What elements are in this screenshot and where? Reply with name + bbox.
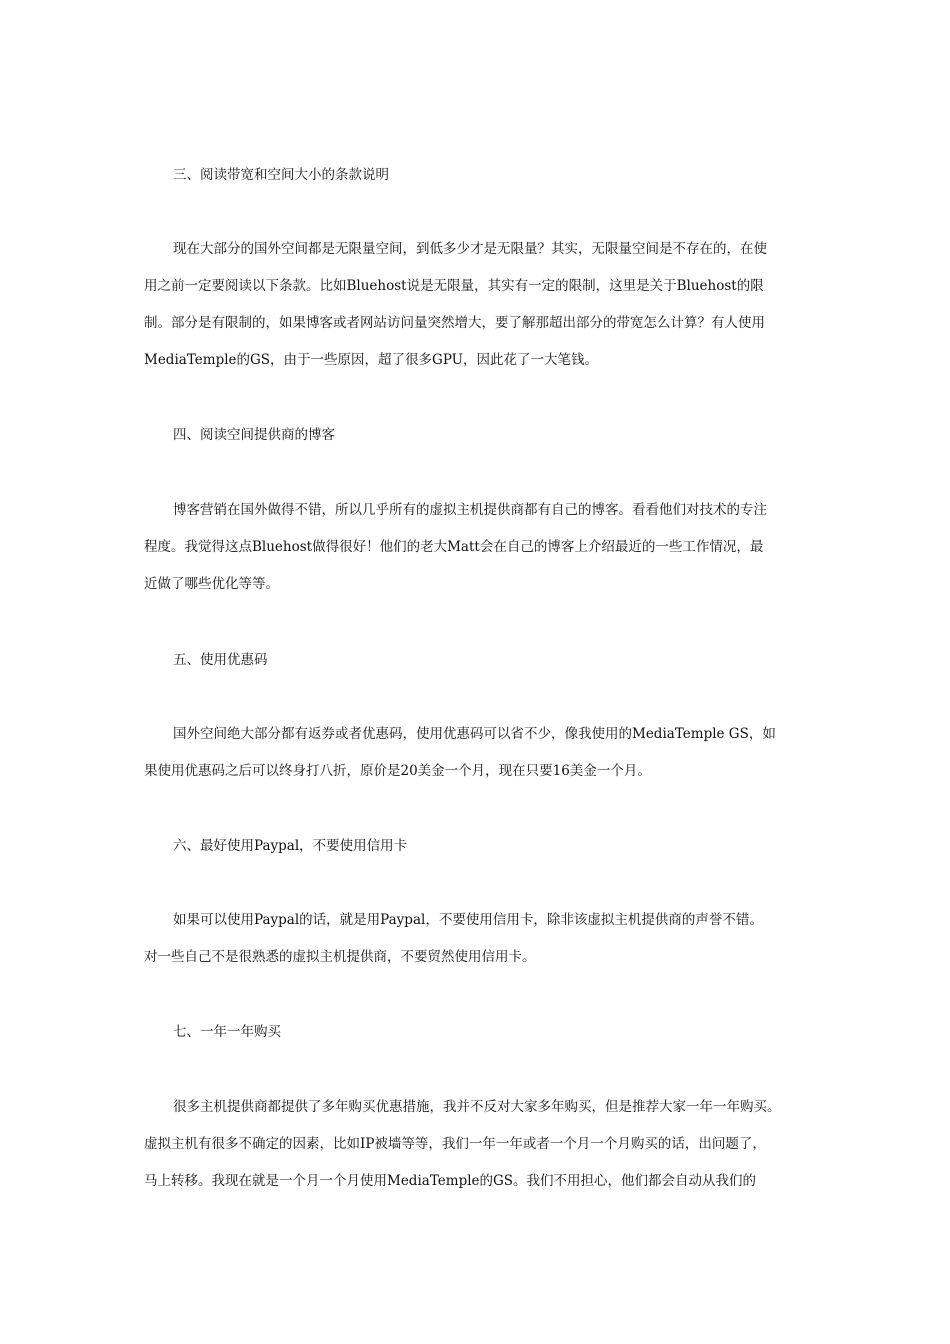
paragraph-line: 果使用优惠码之后可以终身打八折，原价是20美金一个月，现在只要16美金一个月。	[144, 763, 651, 779]
paragraph-line: 博客营销在国外做得不错，所以几乎所有的虚拟主机提供商都有自己的博客。看看他们对技术的专注	[173, 502, 767, 518]
section-heading: 四、阅读空间提供商的博客	[173, 427, 335, 443]
section-heading: 五、使用优惠码	[173, 652, 268, 668]
section-heading: 七、一年一年购买	[173, 1024, 281, 1040]
section-heading: 六、最好使用Paypal，不要使用信用卡	[173, 838, 408, 854]
paragraph-line: 近做了哪些优化等等。	[144, 576, 279, 592]
paragraph-line: 如果可以使用Paypal的话，就是用Paypal，不要使用信用卡，除非该虚拟主机提供商的声誉不错。	[173, 912, 763, 928]
paragraph-line: 虚拟主机有很多不确定的因素，比如IP被墙等等，我们一年一年或者一个月一个月购买的话，出问题了，	[144, 1136, 766, 1152]
paragraph-line: 马上转移。我现在就是一个月一个月使用MediaTemple的GS。我们不用担心，他们都会自动从我们的	[144, 1173, 757, 1189]
section-heading: 三、阅读带宽和空间大小的条款说明	[173, 167, 389, 183]
paragraph-line: 现在大部分的国外空间都是无限量空间，到低多少才是无限量？其实，无限量空间是不存在的，在使	[173, 241, 767, 257]
paragraph-line: 国外空间绝大部分都有返券或者优惠码，使用优惠码可以省不少，像我使用的MediaTemple GS，如	[173, 726, 776, 742]
paragraph-line: 程度。我觉得这点Bluehost做得很好！他们的老大Matt会在自己的博客上介绍最近的一些工作情况，最	[144, 539, 764, 555]
paragraph-line: 对一些自己不是很熟悉的虚拟主机提供商，不要贸然使用信用卡。	[144, 949, 536, 965]
paragraph-line: MediaTemple的GS，由于一些原因，超了很多GPU，因此花了一大笔钱。	[144, 352, 599, 368]
paragraph-line: 用之前一定要阅读以下条款。比如Bluehost说是无限量，其实有一定的限制，这里是关于Bluehost的限	[144, 278, 764, 294]
paragraph-line: 制。部分是有限制的，如果博客或者网站访问量突然增大，要了解那超出部分的带宽怎么计算？有人使用	[144, 315, 765, 331]
paragraph-line: 很多主机提供商都提供了多年购买优惠措施，我并不反对大家多年购买，但是推荐大家一年一年购买。	[173, 1099, 781, 1115]
